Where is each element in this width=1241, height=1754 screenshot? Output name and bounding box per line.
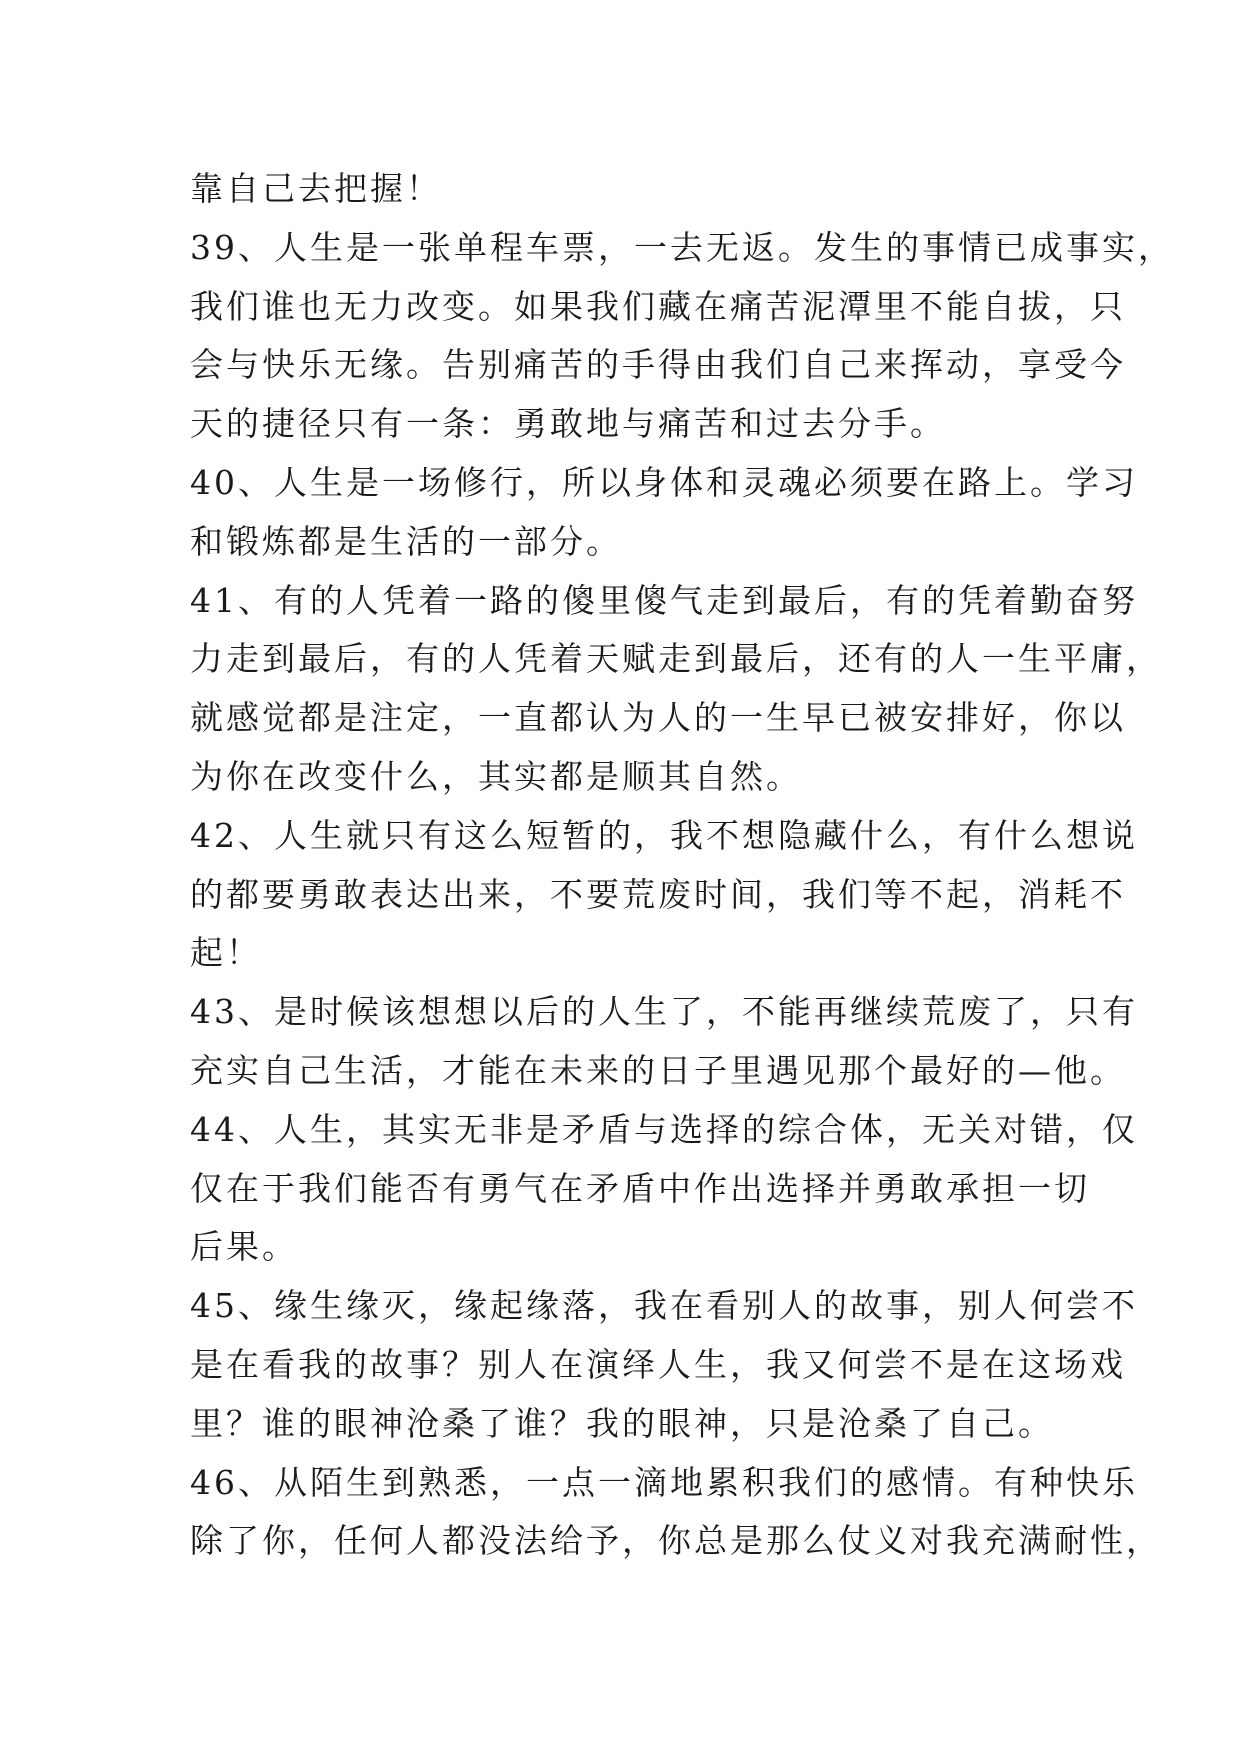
text-line: 仅在于我们能否有勇气在矛盾中作出选择并勇敢承担一切 <box>190 1168 1090 1208</box>
text-line: 42、人生就只有这么短暂的，我不想隐藏什么，有什么想说 <box>190 815 1138 855</box>
text-line: 41、有的人凭着一路的傻里傻气走到最后，有的凭着勤奋努 <box>190 580 1138 620</box>
text-line: 是在看我的故事？别人在演绎人生，我又何尝不是在这场戏 <box>190 1344 1126 1384</box>
text-line: 44、人生，其实无非是矛盾与选择的综合体，无关对错，仅 <box>190 1109 1138 1149</box>
text-line: 会与快乐无缘。告别痛苦的手得由我们自己来挥动，享受今 <box>190 345 1126 385</box>
text-line: 除了你，任何人都没法给予，你总是那么仗义对我充满耐性， <box>190 1521 1162 1561</box>
text-line: 力走到最后，有的人凭着天赋走到最后，还有的人一生平庸， <box>190 639 1162 679</box>
text-line: 靠自己去把握！ <box>190 169 442 208</box>
text-line: 我们谁也无力改变。如果我们藏在痛苦泥潭里不能自拔，只 <box>190 286 1126 326</box>
text-line: 和锻炼都是生活的一部分。 <box>190 521 622 561</box>
text-line: 起！ <box>190 933 262 973</box>
text-line: 40、人生是一场修行，所以身体和灵魂必须要在路上。学习 <box>190 462 1138 502</box>
text-line: 就感觉都是注定，一直都认为人的一生早已被安排好，你以 <box>190 698 1126 738</box>
text-line: 后果。 <box>190 1227 298 1267</box>
text-line: 45、缘生缘灭，缘起缘落，我在看别人的故事，别人何尝不 <box>190 1286 1138 1326</box>
text-line: 39、人生是一张单程车票，一去无返。发生的事情已成事实， <box>190 227 1174 267</box>
text-line: 46、从陌生到熟悉，一点一滴地累积我们的感情。有种快乐 <box>190 1462 1138 1502</box>
text-line: 里？谁的眼神沧桑了谁？我的眼神，只是沧桑了自己。 <box>190 1403 1054 1443</box>
text-line: 充实自己生活，才能在未来的日子里遇见那个最好的—他。 <box>190 1050 1126 1090</box>
text-line: 为你在改变什么，其实都是顺其自然。 <box>190 756 802 796</box>
text-line: 天的捷径只有一条：勇敢地与痛苦和过去分手。 <box>190 404 946 444</box>
text-line: 43、是时候该想想以后的人生了，不能再继续荒废了，只有 <box>190 992 1138 1032</box>
body-text <box>190 160 1174 1571</box>
text-line: 的都要勇敢表达出来，不要荒废时间，我们等不起，消耗不 <box>190 874 1126 914</box>
